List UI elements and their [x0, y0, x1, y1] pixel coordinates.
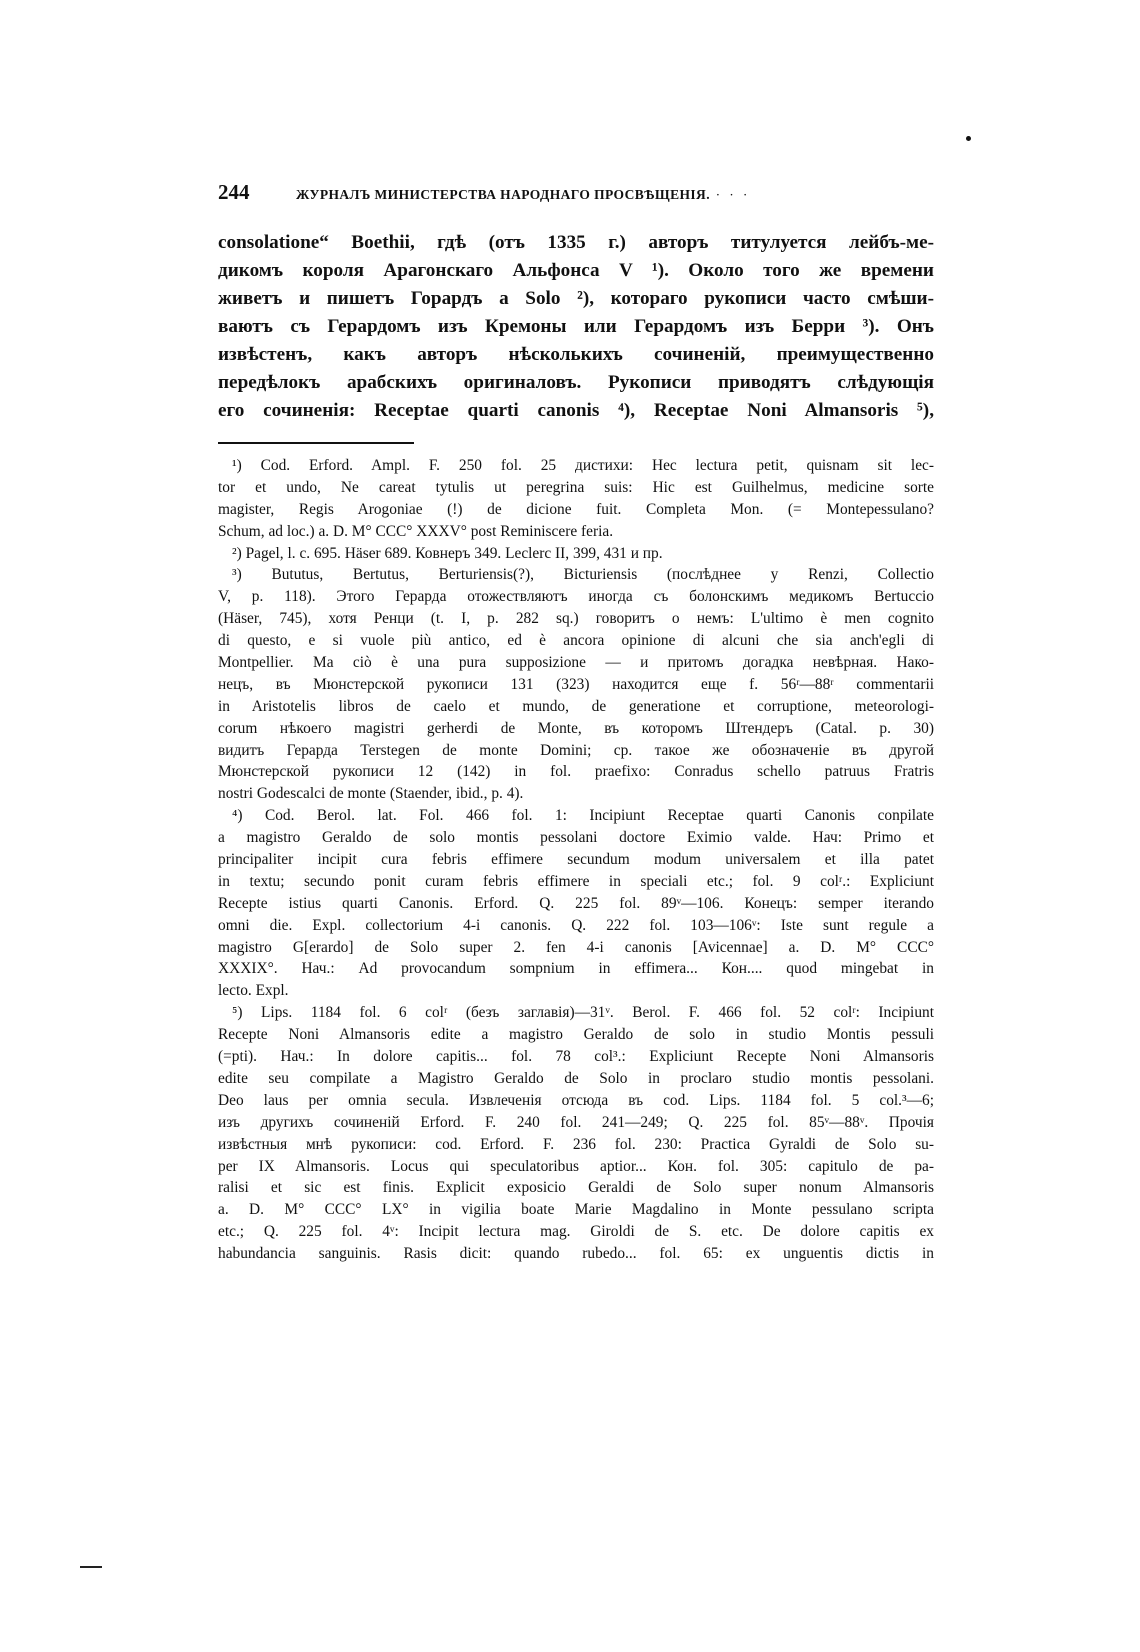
footnote-line: ¹) Cod. Erford. Ampl. F. 250 fol. 25 дистихи: Hec lectura petit, quisnam sit lec-: [232, 457, 934, 474]
footnote-2: [218, 543, 934, 565]
margin-mark: [80, 1566, 102, 1568]
footnote-4: [218, 805, 934, 1002]
footnote-line: habundancia sanguinis. Rasis dicit: quando rubedo... fol. 65: ex unguentis dictis in: [218, 1245, 934, 1263]
text-line: ваютъ съ Герардомъ изъ Кремоны или Герардомъ изъ Берри ³). Онъ: [218, 316, 934, 337]
footnote-rule: [218, 442, 414, 444]
printed-dot-mark: [966, 136, 971, 141]
footnote-line: ²) Pagel, l. c. 695. Häser 689. Ковнеръ 349. Leclerc II, 399, 431 и пр.: [232, 544, 663, 562]
footnote-line: ⁵) Lips. 1184 fol. 6 colʳ (безъ заглавія)—31ᵛ. Berol. F. 466 fol. 52 colʳ: Incipiunt: [232, 1004, 934, 1022]
footnote-line: principaliter incipit cura febris effimere secundum modum universalem et illa patet: [218, 851, 934, 869]
footnote-line: in textu; secundo ponit curam febris effimere in speciali etc.; fol. 9 colʳ.: Expliciunt: [218, 872, 934, 890]
main-text: [218, 229, 934, 425]
footnote-line: omni die. Expl. collectorium 4-i canonis. Q. 222 fol. 103—106ᵛ: Iste sunt regule a: [218, 916, 934, 934]
footnote-line: edite seu compilate a Magistro Geraldo de Solo in proclaro studio montis pessolani.: [218, 1069, 934, 1087]
text-line: его сочиненія: Receptae quarti canonis ⁴), Receptae Noni Almansoris ⁵),: [218, 400, 934, 421]
footnote-line: magister, Regis Arogoniae (!) de dicione fuit. Completa Mon. (= Montepessulano?: [218, 500, 934, 518]
footnote-line: magistro G[erardo] de Solo super 2. fen 4-i canonis [Avicennae] a. D. M° CCC°: [218, 938, 934, 956]
footnote-line: a magistro Geraldo de solo montis pessolani doctore Eximio valde. Нач: Primo et: [218, 829, 934, 847]
footnote-line: (=pti). Нач.: In dolore capitis... fol. 78 col³.: Expliciunt Recepte Noni Almansoris: [218, 1048, 934, 1066]
running-head: [218, 180, 938, 205]
header-marks: · · ·: [716, 188, 751, 202]
footnote-line: Deo laus per omnia secula. Извлеченія отсюда въ cod. Lips. 1184 fol. 5 col.³—6;: [218, 1091, 934, 1109]
footnote-line: ⁴) Cod. Berol. lat. Fol. 466 fol. 1: Incipiunt Receptae quarti Canonis conpilate: [232, 807, 934, 825]
footnote-line: etc.; Q. 225 fol. 4ᵛ: Incipit lectura mag. Giroldi de S. etc. De dolore capitis ex: [218, 1223, 934, 1241]
footnote-line: изъ другихъ сочиненій Erford. F. 240 fol. 241—249; Q. 225 fol. 85ᵛ—88ᵛ. Прочія: [218, 1113, 934, 1131]
footnote-line: ³) Bututus, Bertutus, Berturiensis(?), Bicturiensis (послѣднее у Renzi, Collectio: [232, 566, 934, 584]
footnote-line: a. D. M° CCC° LX° in vigilia boate Marie Magdalino in Monte pessulano scripta: [218, 1201, 934, 1219]
footnote-line: Recepte istius quarti Canonis. Erford. Q. 225 fol. 89ᵛ—106. Конецъ: semper iterando: [218, 894, 934, 912]
footnotes: [218, 455, 934, 1265]
footnote-line: Мюнстерской рукописи 12 (142) in fol. praefixo: Conradus schello patruus Fratris: [218, 763, 934, 781]
footnote-line: corum нѣкоего magistri gerherdi de Monte, въ которомъ Штендеръ (Catal. p. 30): [218, 719, 934, 737]
journal-title: ЖУРНАЛЪ МИНИСТЕРСТВА НАРОДНАГО ПРОСВѢЩЕНІЯ.: [296, 187, 710, 202]
footnote-line: извѣстныя мнѣ рукописи: cod. Erford. F. 236 fol. 230: Practica Gyraldi de Solo su-: [218, 1135, 934, 1153]
footnote-line: per IX Almansoris. Locus qui speculatoribus aptior... Кон. fol. 305: capitulo de pa-: [218, 1157, 934, 1175]
footnote-3: [218, 564, 934, 805]
footnote-line: XXXIX°. Нач.: Ad provocandum sompnium in effimera... Кон.... quod mingebat in: [218, 960, 934, 978]
page-number: 244: [218, 180, 250, 204]
footnote-1: [218, 455, 934, 543]
footnote-line: ralisi et sic est finis. Explicit exposicio Geraldi de Solo super nonum Almansoris: [218, 1179, 934, 1197]
footnote-line: Schum, ad loc.) a. D. M° CCC° XXXV° post Reminiscere feria.: [218, 522, 614, 540]
footnote-5: [218, 1002, 934, 1265]
text-line: consolatione“ Boethii, гдѣ (отъ 1335 г.) авторъ титулуется лейбъ-ме-: [218, 232, 934, 253]
footnote-line: нецъ, въ Мюнстерской рукописи 131 (323) находится еще f. 56ʳ—88ʳ commentarii: [218, 675, 934, 693]
text-line: живетъ и пишетъ Горардъ a Solo ²), котораго рукописи часто смѣши-: [218, 288, 934, 309]
footnote-line: di questo, e si vuole più antico, ed è ancora opinione di alcuni che sia anch'egli di: [218, 632, 934, 650]
text-line: передѣлокъ арабскихъ оригиналовъ. Рукописи приводятъ слѣдующія: [218, 372, 934, 393]
footnote-line: lecto. Expl.: [218, 982, 289, 1000]
footnote-line: видитъ Герарда Terstegen de monte Domini; ср. такое же обозначеніе въ другой: [218, 741, 934, 759]
footnote-line: in Aristotelis libros de caelo et mundo, de generatione et corruptione, meteorologi-: [218, 697, 934, 715]
footnote-line: nostri Godescalci de monte (Staender, ibid., p. 4).: [218, 785, 524, 803]
footnote-line: V, p. 118). Этого Герарда отожествляютъ иногда съ болонскимъ медикомъ Bertuccio: [218, 588, 934, 606]
text-line: дикомъ короля Арагонскаго Альфонса V ¹). Около того же времени: [218, 260, 934, 281]
text-line: извѣстенъ, какъ авторъ нѣсколькихъ сочиненій, преимущественно: [218, 344, 934, 365]
footnote-line: tor et undo, Ne careat tytulis ut peregrina suis: Hic est Guilhelmus, medicine sorte: [218, 478, 934, 496]
footnote-line: Recepte Noni Almansoris edite a magistro Geraldo de solo in studio Montis pessuli: [218, 1026, 934, 1044]
footnote-line: Montpellier. Ma ciò è una pura supposizione — и притомъ догадка невѣрная. Нако-: [218, 654, 934, 672]
footnote-line: (Häser, 745), хотя Ренци (t. I, p. 282 sq.) говоритъ о немъ: L'ultimo è men cognito: [218, 610, 934, 628]
